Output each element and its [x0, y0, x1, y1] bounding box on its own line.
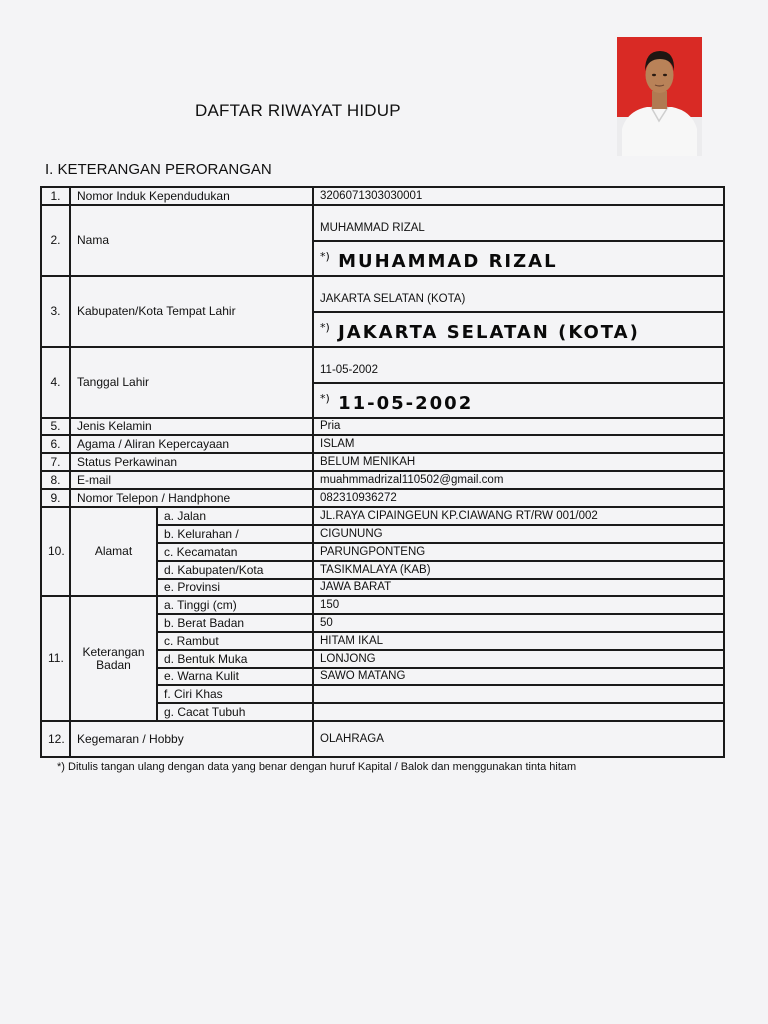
row-number: 11. [41, 596, 70, 721]
row-number: 1. [41, 187, 70, 205]
field-label-telepon: Nomor Telepon / Handphone [70, 489, 313, 507]
label-line: Keterangan [82, 644, 145, 659]
field-value-email: muahmmadrizal110502@gmail.com [313, 471, 724, 489]
profile-photo [617, 37, 702, 156]
field-value-jenis-kelamin: Pria [313, 418, 724, 435]
field-value-hobby: OLAHRAGA [313, 721, 724, 757]
personal-info-table [40, 186, 725, 758]
sub-label: a. Tinggi (cm) [157, 596, 313, 614]
handwritten-tanggal-lahir [313, 383, 724, 418]
table-row [41, 435, 724, 453]
sub-value: 150 [313, 596, 724, 614]
sub-label: a. Jalan [157, 507, 313, 525]
row-number: 4. [41, 347, 70, 418]
sub-value: CIGUNUNG [313, 525, 724, 543]
handwritten-nama-text: MUHAMMAD RIZAL [338, 250, 558, 272]
row-number: 12. [41, 721, 70, 757]
sub-value: JL.RAYA CIPAINGEUN KP.CIAWANG RT/RW 001/002 [313, 507, 724, 525]
field-label-agama: Agama / Aliran Kepercayaan [70, 435, 313, 453]
field-value-nik: 3206071303030001 [313, 187, 724, 205]
field-label-nama: Nama [70, 205, 313, 276]
row-number: 6. [41, 435, 70, 453]
sub-value: TASIKMALAYA (KAB) [313, 561, 724, 579]
sub-label: c. Kecamatan [157, 543, 313, 561]
document-title: DAFTAR RIWAYAT HIDUP [195, 101, 401, 120]
sub-value: HITAM IKAL [313, 632, 724, 650]
field-label-keterangan-badan [70, 596, 157, 721]
row-number: 8. [41, 471, 70, 489]
sub-label: e. Provinsi [157, 579, 313, 596]
row-number: 2. [41, 205, 70, 276]
sub-label: b. Kelurahan / [157, 525, 313, 543]
sub-label: c. Rambut [157, 632, 313, 650]
footnote: *) Ditulis tangan ulang dengan data yang benar dengan huruf Kapital / Balok dan menggunakan tinta hitam [57, 761, 577, 773]
handwritten-tempat-lahir [313, 312, 724, 347]
row-number: 7. [41, 453, 70, 471]
field-value-agama: ISLAM [313, 435, 724, 453]
field-value-nama: MUHAMMAD RIZAL [313, 205, 724, 241]
sub-value: PARUNGPONTENG [313, 543, 724, 561]
sub-label: b. Berat Badan [157, 614, 313, 632]
table-row [41, 453, 724, 471]
section-title: I. KETERANGAN PERORANGAN [45, 161, 272, 178]
table-row [41, 347, 724, 383]
field-label-jenis-kelamin: Jenis Kelamin [70, 418, 313, 435]
footnote-mark: *) [320, 320, 330, 334]
field-label-email: E-mail [70, 471, 313, 489]
sub-label: e. Warna Kulit [157, 668, 313, 685]
table-row [41, 276, 724, 312]
sub-label: d. Bentuk Muka [157, 650, 313, 668]
row-number: 9. [41, 489, 70, 507]
field-label-alamat: Alamat [70, 507, 157, 596]
row-number: 5. [41, 418, 70, 435]
field-label-tempat-lahir: Kabupaten/Kota Tempat Lahir [70, 276, 313, 347]
sub-value [313, 703, 724, 721]
row-number: 3. [41, 276, 70, 347]
handwritten-tanggal-lahir-text: 11-05-2002 [338, 392, 474, 414]
field-value-tempat-lahir: JAKARTA SELATAN (KOTA) [313, 276, 724, 312]
table-row [41, 721, 724, 757]
sub-value: LONJONG [313, 650, 724, 668]
footnote-mark: *) [320, 391, 330, 405]
table-row [41, 596, 724, 614]
table-row [41, 418, 724, 435]
handwritten-nama [313, 241, 724, 276]
table-row [41, 205, 724, 241]
table-row [41, 507, 724, 525]
field-label-nik: Nomor Induk Kependudukan [70, 187, 313, 205]
field-label-hobby: Kegemaran / Hobby [70, 721, 313, 757]
sub-value: 50 [313, 614, 724, 632]
table-row [41, 471, 724, 489]
label-line: Badan [96, 657, 131, 672]
table-row [41, 187, 724, 205]
row-number: 10. [41, 507, 70, 596]
sub-label: d. Kabupaten/Kota [157, 561, 313, 579]
person-photo-icon [617, 37, 702, 156]
field-value-tanggal-lahir: 11-05-2002 [313, 347, 724, 383]
field-value-status: BELUM MENIKAH [313, 453, 724, 471]
handwritten-tempat-lahir-text: JAKARTA SELATAN (KOTA) [338, 321, 640, 343]
sub-label: g. Cacat Tubuh [157, 703, 313, 721]
sub-value: JAWA BARAT [313, 579, 724, 596]
sub-label: f. Ciri Khas [157, 685, 313, 703]
sub-value: SAWO MATANG [313, 668, 724, 685]
field-value-telepon: 082310936272 [313, 489, 724, 507]
sub-value [313, 685, 724, 703]
field-label-tanggal-lahir: Tanggal Lahir [70, 347, 313, 418]
footnote-mark: *) [320, 249, 330, 263]
field-label-status: Status Perkawinan [70, 453, 313, 471]
table-row [41, 489, 724, 507]
